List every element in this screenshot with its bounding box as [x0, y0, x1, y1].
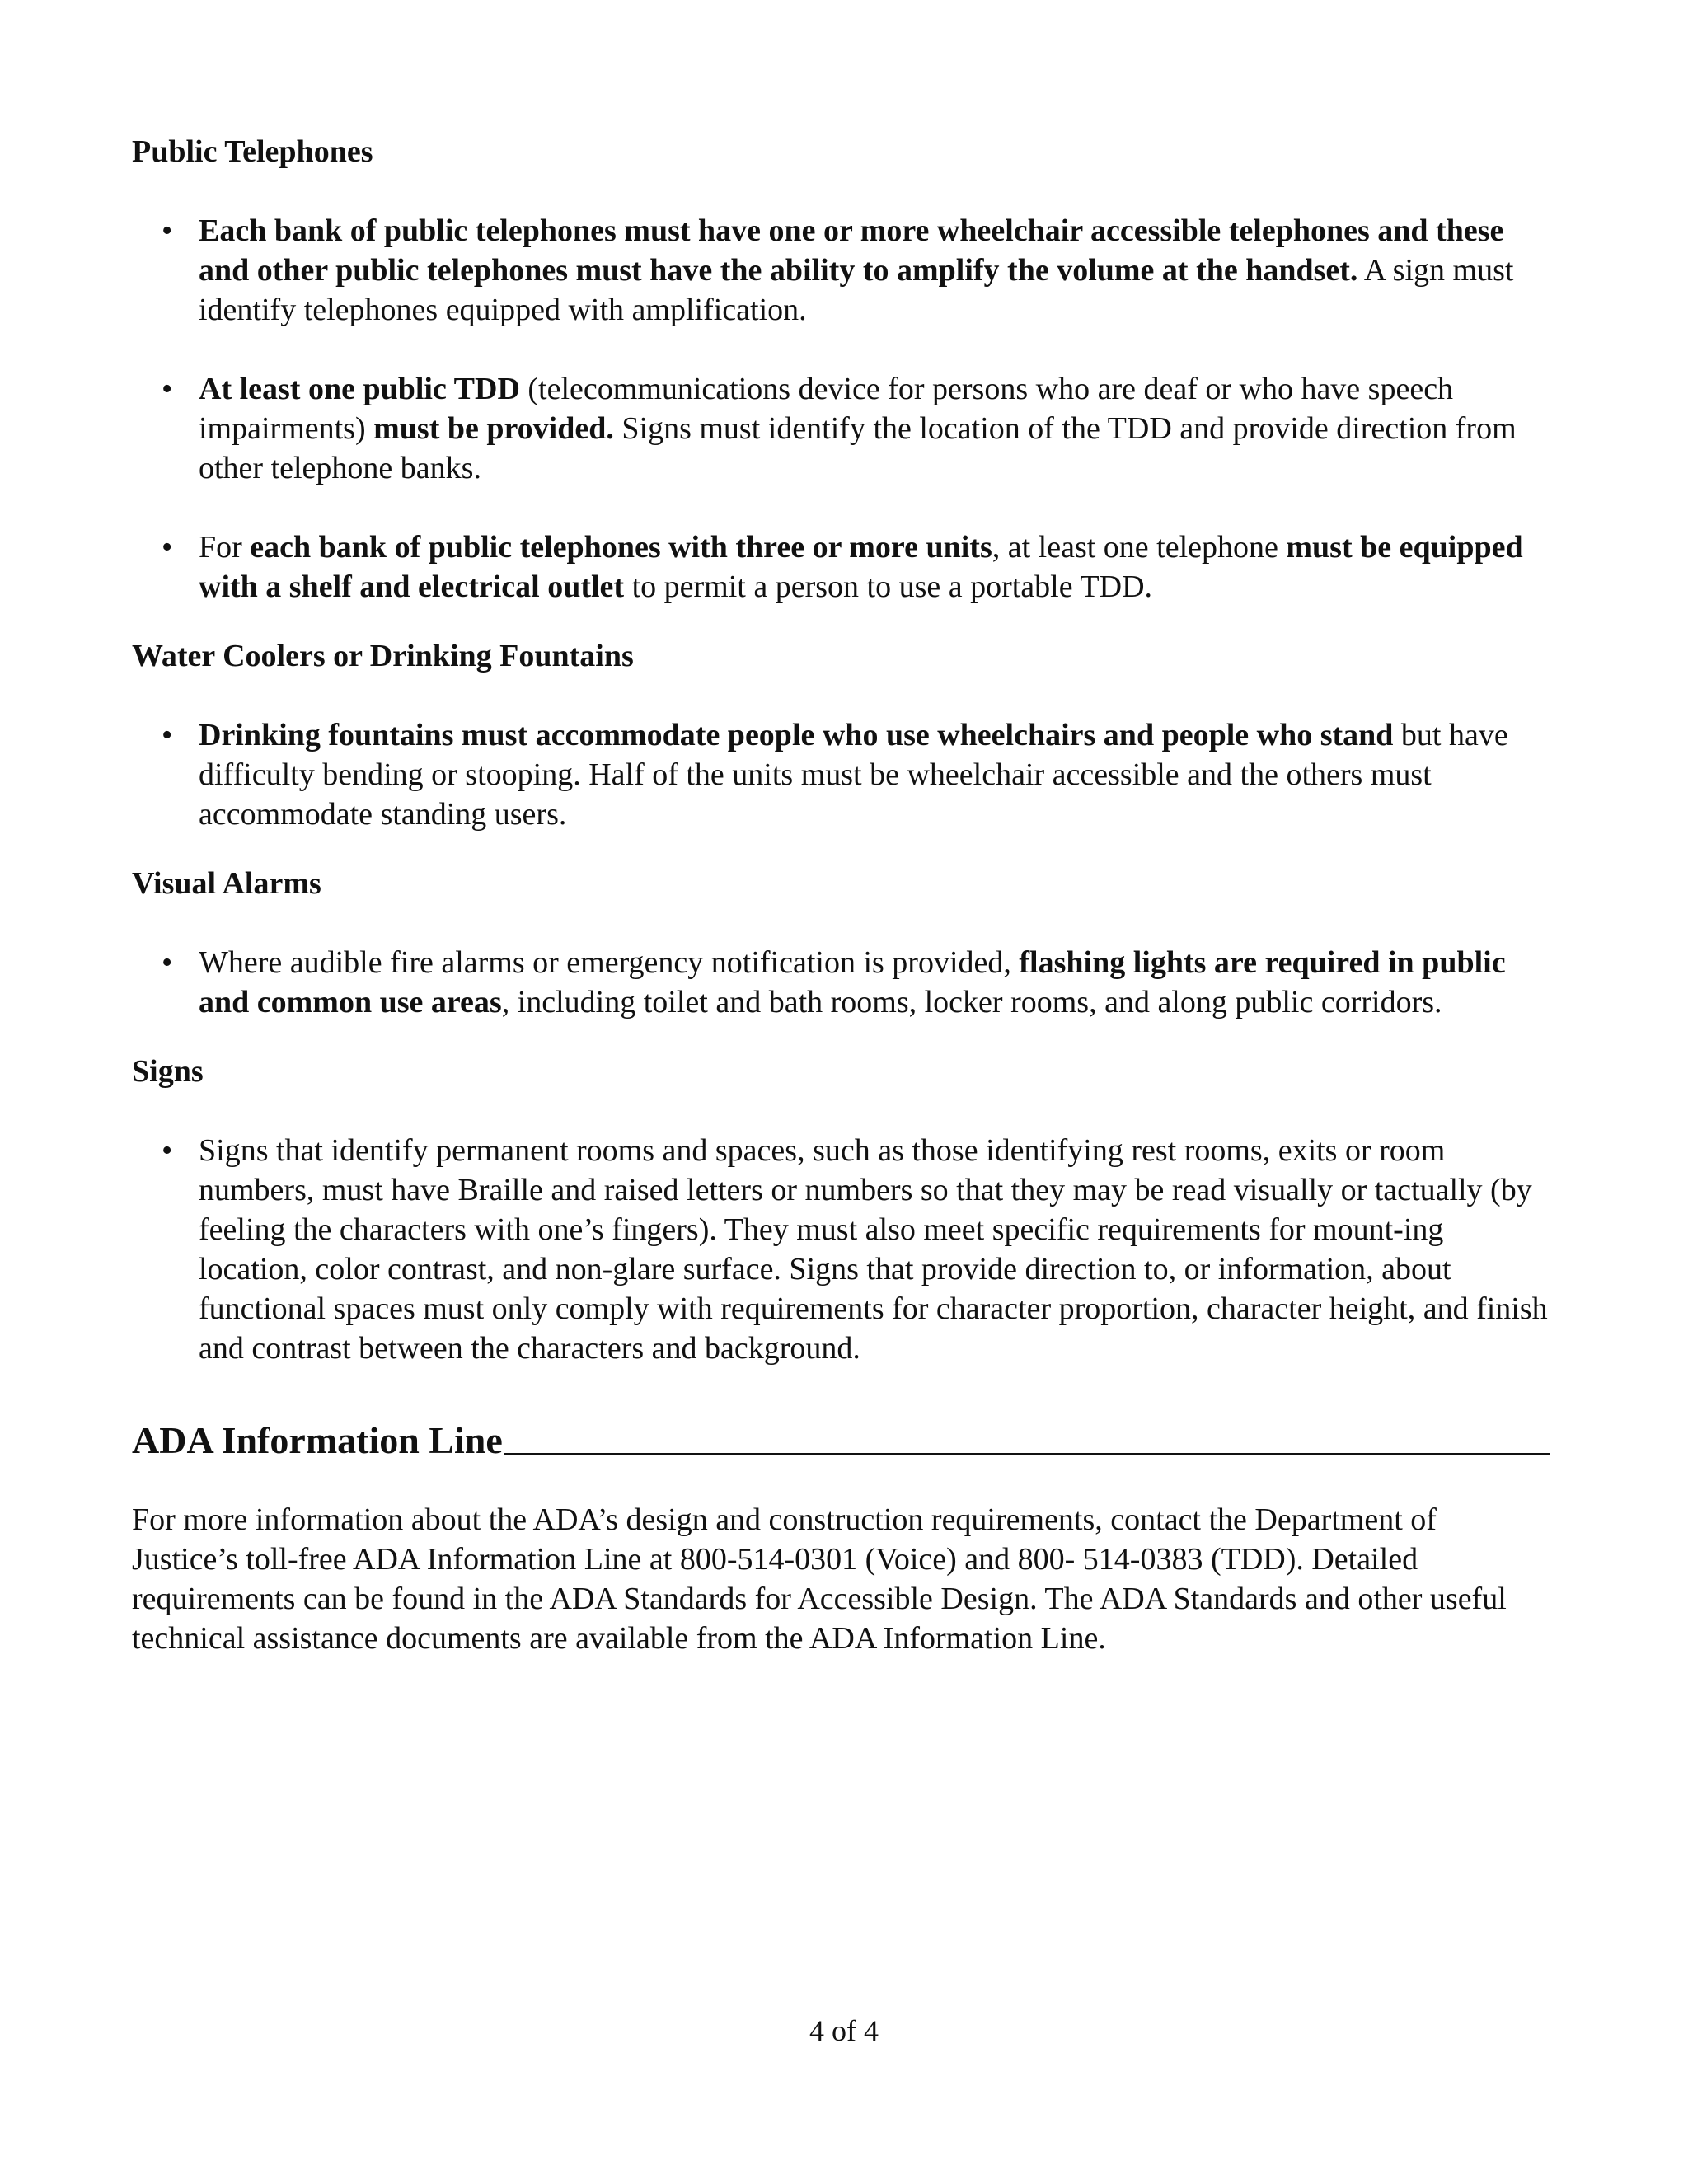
body-text: Signs must identify the location of the TDD and provide direction from other telephone banks. — [199, 411, 1517, 485]
list-item — [132, 715, 1550, 834]
bold-text: each bank of public telephones with three or more units — [250, 530, 992, 565]
bold-text: flashing lights are required in public and common use areas — [199, 945, 1506, 1019]
body-text: but have difficulty bending or stooping. Half of the units must be wheelchair accessible and the others must accommodate standing users. — [199, 718, 1508, 832]
list-item — [132, 943, 1550, 1022]
ada-information-paragraph: For more information about the ADA’s design and construction requirements, contact the Department of Justice’s toll-free ADA Information Line at 800-514-0301 (Voice) and 800- 514-0383 (TDD). Detailed requirements can be found in the ADA Standards for Accessible Design. The ADA Standards and other useful technical assistance documents are available from the ADA Information Line. — [132, 1502, 1507, 1656]
bullet-marker: • — [162, 945, 173, 980]
bullet-marker: • — [162, 530, 173, 565]
body-text: For — [199, 530, 251, 565]
body-text: , including toilet and bath rooms, locker rooms, and along public corridors. — [501, 985, 1442, 1019]
body-text: A sign must identify telephones equipped with amplification. — [199, 253, 1514, 327]
list-item — [132, 527, 1550, 607]
section-heading-water-coolers: Water Coolers or Drinking Fountains — [132, 639, 634, 673]
bullet-marker: • — [162, 718, 173, 752]
bold-text: At least one public TDD — [199, 372, 520, 406]
fountains-bullet-list — [132, 715, 1550, 834]
bold-text: Drinking fountains must accommodate people who use wheelchairs and people who stand — [199, 718, 1394, 752]
document-page — [132, 132, 1550, 1658]
bullet-marker: • — [162, 1133, 173, 1168]
bullet-marker: • — [162, 213, 173, 248]
page-number: 4 of 4 — [809, 2014, 879, 2047]
list-item — [132, 211, 1550, 330]
bold-text: must be equipped with a shelf and electrical outlet — [199, 530, 1523, 604]
list-item — [132, 369, 1550, 488]
heading-underline-rule — [504, 1453, 1550, 1455]
section-heading-public-telephones: Public Telephones — [132, 134, 373, 169]
body-text: to permit a person to use a portable TDD. — [624, 569, 1153, 604]
bold-text: must be provided. — [373, 411, 614, 446]
ada-information-line-heading — [132, 1418, 1550, 1464]
body-text: , at least one telephone — [992, 530, 1287, 565]
bold-text: Each bank of public telephones must have one or more wheelchair accessible telephones and these and other public telephones must have the ability to amplify the volume at the handset. — [199, 213, 1504, 288]
list-item — [132, 1131, 1550, 1368]
section-heading-signs: Signs — [132, 1054, 204, 1089]
signs-bullet-list — [132, 1131, 1550, 1368]
ada-title: ADA Information Line — [132, 1419, 503, 1461]
section-heading-visual-alarms: Visual Alarms — [132, 866, 321, 901]
telephones-bullet-list — [132, 211, 1550, 607]
bullet-marker: • — [162, 372, 173, 406]
body-text: Signs that identify permanent rooms and spaces, such as those identifying rest rooms, exits or room numbers, must have Braille and raised letters or numbers so that they may be read visually or tactually (by feeling the characters with one’s fingers). They must also meet specific requirements for mount-ing location, color contrast, and non-glare surface. Signs that provide direction to, or information, about functional spaces must only comply with requirements for character proportion, character height, and finish and contrast between the characters and background. — [199, 1133, 1548, 1366]
alarms-bullet-list — [132, 943, 1550, 1022]
body-text: Where audible fire alarms or emergency notification is provided, — [199, 945, 1020, 980]
body-text: (telecommunications device for persons who are deaf or who have speech impairments) — [199, 372, 1454, 446]
